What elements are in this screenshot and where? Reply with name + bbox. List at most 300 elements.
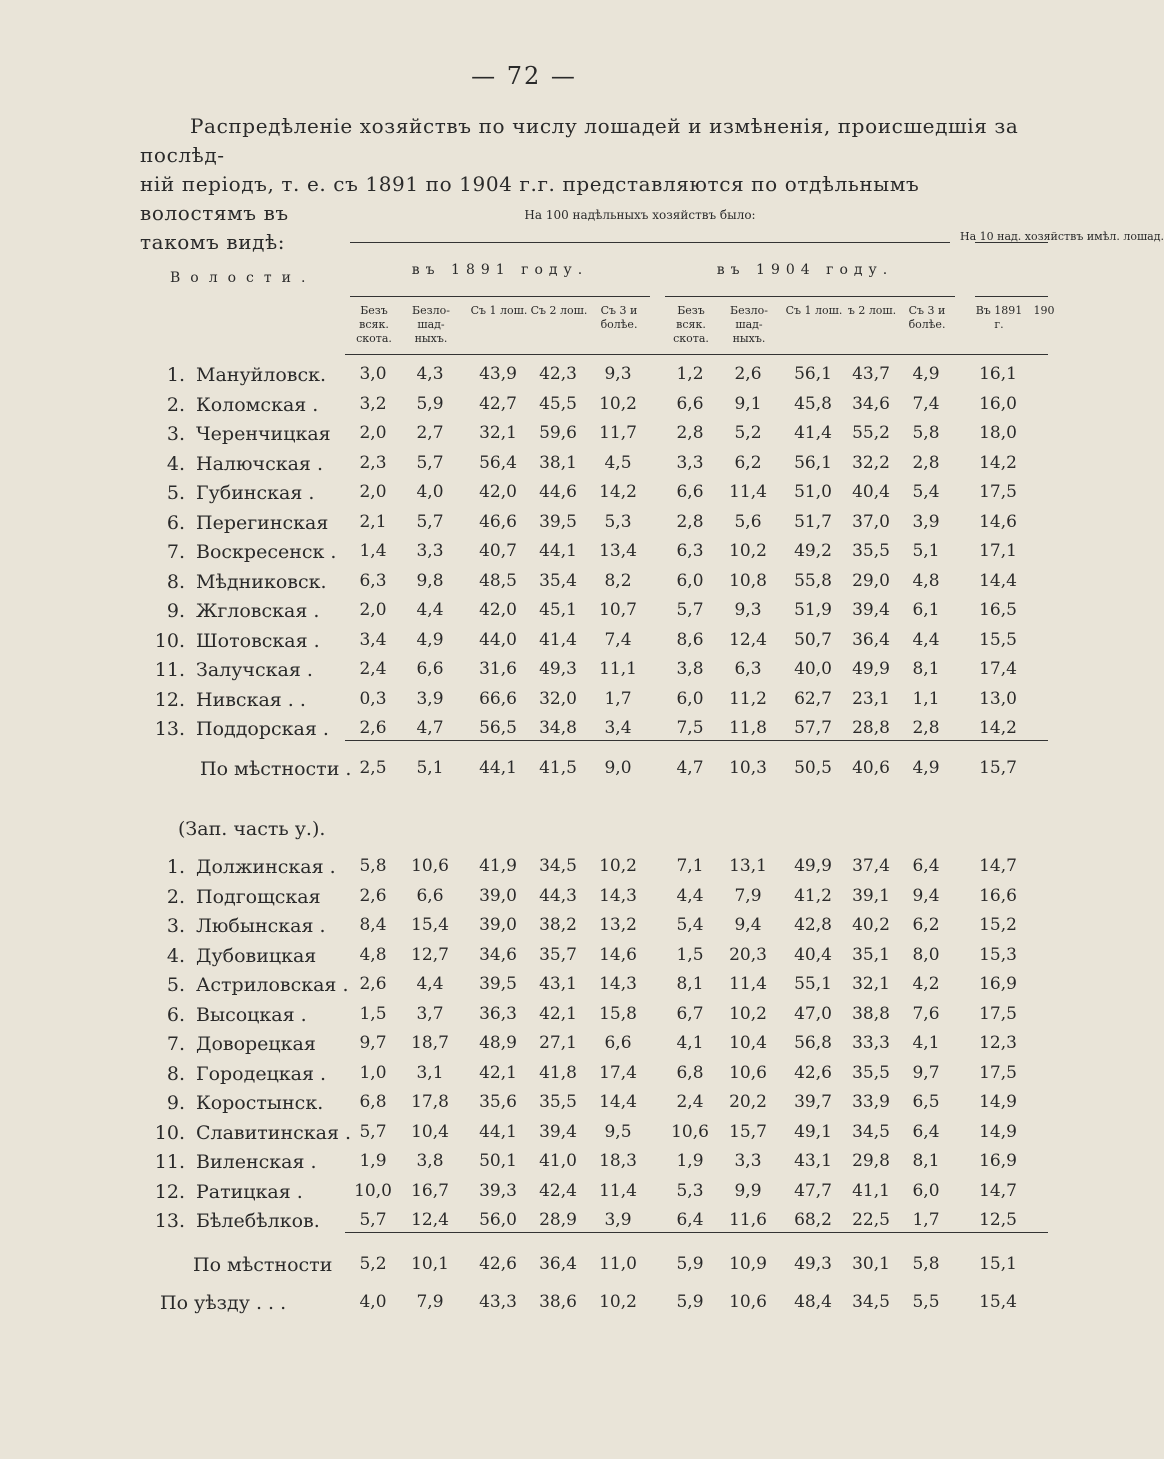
cell-value: 3,3 <box>734 1151 762 1171</box>
volosti-header: Волости. <box>170 270 316 286</box>
cell-value: 11,1 <box>599 659 637 679</box>
cell-value: 41,1 <box>852 1180 890 1201</box>
cell-value: 51,0 <box>794 482 832 502</box>
cell-value: 2,6 <box>359 974 387 994</box>
cell-value: 17,1 <box>979 541 1017 561</box>
cell-value: 35,6 <box>479 1092 517 1112</box>
table-row <box>0 974 1048 1004</box>
table-row <box>0 915 1048 945</box>
volost-name: Жгловская . <box>196 600 320 622</box>
cell-value: 4,5 <box>604 452 632 473</box>
table-row <box>0 1210 1048 1240</box>
cell-value: 42,0 <box>479 600 517 620</box>
column-header: ъ 2 лош. <box>847 304 897 317</box>
cell-value: 15,1 <box>979 1254 1017 1274</box>
cell-value: 14,3 <box>599 885 637 906</box>
cell-value: 3,9 <box>912 511 940 532</box>
cell-value: 3,9 <box>416 688 444 709</box>
cell-value: 4,4 <box>416 974 444 994</box>
row-number: 9. <box>166 1092 185 1114</box>
cell-value: 14,2 <box>599 482 637 502</box>
table-row <box>0 1063 1048 1093</box>
cell-value: 2,6 <box>734 364 762 384</box>
cell-value: 41,4 <box>539 629 577 650</box>
cell-value: 40,2 <box>852 915 890 935</box>
column-header: Съ 3 и болѣе. <box>600 304 638 331</box>
volost-name: Любынская . <box>196 915 326 937</box>
cell-value: 9,0 <box>604 758 632 778</box>
subheader-rule <box>975 296 1048 297</box>
cell-value: 48,9 <box>479 1033 517 1053</box>
cell-value: 9,8 <box>416 570 444 591</box>
cell-value: 38,1 <box>539 452 577 473</box>
cell-value: 7,4 <box>604 629 632 650</box>
cell-value: 36,4 <box>852 629 890 650</box>
table-row <box>0 1122 1048 1152</box>
table-row <box>0 1292 1048 1322</box>
cell-value: 15,8 <box>599 1003 637 1024</box>
cell-value: 14,3 <box>599 974 637 994</box>
table-row <box>0 689 1048 719</box>
cell-value: 10,2 <box>599 1292 637 1312</box>
cell-value: 11,4 <box>599 1180 637 1201</box>
table-row <box>0 1033 1048 1063</box>
cell-value: 1,1 <box>912 688 940 709</box>
cell-value: 15,4 <box>979 1292 1017 1312</box>
column-header: Съ 1 лош. <box>470 304 528 317</box>
cell-value: 6,0 <box>676 570 704 591</box>
cell-value: 42,7 <box>479 393 517 414</box>
cell-value: 5,8 <box>912 423 940 443</box>
cell-value: 14,4 <box>979 570 1017 591</box>
row-number: 6. <box>166 1003 185 1026</box>
cell-value: 5,3 <box>604 511 632 532</box>
cell-value: 36,4 <box>539 1254 577 1274</box>
cell-value: 42,0 <box>479 482 517 502</box>
volost-name: Должинская . <box>196 856 336 878</box>
cell-value: 15,4 <box>411 915 449 935</box>
cell-value: 42,6 <box>479 1254 517 1274</box>
cell-value: 8,2 <box>604 570 632 591</box>
row-number: 5. <box>166 974 185 996</box>
row-number: 7. <box>166 541 185 563</box>
cell-value: 35,1 <box>852 944 890 965</box>
cell-value: 4,8 <box>912 570 940 591</box>
cell-value: 6,1 <box>912 600 940 620</box>
table-row <box>0 600 1048 630</box>
cell-value: 44,0 <box>479 629 517 650</box>
cell-value: 0,3 <box>359 688 387 709</box>
cell-value: 39,4 <box>539 1121 577 1142</box>
cell-value: 4,7 <box>416 718 444 738</box>
cell-value: 5,2 <box>734 423 762 443</box>
cell-value: 1,9 <box>359 1151 387 1171</box>
cell-value: 49,3 <box>794 1254 832 1274</box>
cell-value: 5,1 <box>912 541 940 561</box>
cell-value: 49,3 <box>539 659 577 679</box>
cell-value: 56,1 <box>794 364 832 384</box>
cell-value: 2,8 <box>676 423 704 443</box>
cell-value: 7,4 <box>912 393 940 414</box>
cell-value: 32,1 <box>852 974 890 994</box>
cell-value: 14,2 <box>979 452 1017 473</box>
cell-value: 56,1 <box>794 452 832 473</box>
cell-value: 16,6 <box>979 885 1017 906</box>
volost-name: Астриловская . <box>196 974 349 996</box>
west-section-title: (Зап. часть у.). <box>178 818 326 840</box>
cell-value: 49,9 <box>794 856 832 876</box>
cell-value: 2,1 <box>359 511 387 532</box>
subheader-rule <box>350 296 650 297</box>
cell-value: 5,5 <box>912 1292 940 1312</box>
cell-value: 32,2 <box>852 452 890 473</box>
volost-name: Поддорская . <box>196 718 329 740</box>
cell-value: 11,7 <box>599 423 637 443</box>
cell-value: 14,4 <box>599 1092 637 1112</box>
cell-value: 1,5 <box>359 1003 387 1024</box>
table-row <box>0 512 1048 542</box>
cell-value: 2,8 <box>676 511 704 532</box>
row-number: 4. <box>166 944 185 967</box>
cell-value: 6,6 <box>416 885 444 906</box>
cell-value: 5,7 <box>416 511 444 532</box>
cell-value: 39,5 <box>539 511 577 532</box>
cell-value: 35,5 <box>852 1062 890 1083</box>
cell-value: 44,1 <box>479 1121 517 1142</box>
cell-value: 8,1 <box>676 974 704 994</box>
cell-value: 5,7 <box>676 600 704 620</box>
cell-value: 29,8 <box>852 1151 890 1171</box>
cell-value: 9,4 <box>734 915 762 935</box>
cell-value: 5,1 <box>416 758 444 778</box>
cell-value: 5,9 <box>676 1254 704 1274</box>
row-number: 5. <box>166 482 185 504</box>
row-number: 3. <box>166 423 185 445</box>
cell-value: 16,9 <box>979 1151 1017 1171</box>
volost-name: Нивская . . <box>196 688 306 711</box>
cell-value: 29,0 <box>852 570 890 591</box>
cell-value: 34,6 <box>479 944 517 965</box>
cell-value: 32,1 <box>479 423 517 443</box>
cell-value: 12,7 <box>411 944 449 965</box>
cell-value: 20,2 <box>729 1092 767 1112</box>
volost-name: Высоцкая . <box>196 1003 307 1026</box>
cell-value: 14,9 <box>979 1092 1017 1112</box>
cell-value: 7,1 <box>676 856 704 876</box>
cell-value: 4,0 <box>416 482 444 502</box>
cell-value: 3,1 <box>416 1062 444 1083</box>
cell-value: 10,7 <box>599 600 637 620</box>
cell-value: 38,2 <box>539 915 577 935</box>
cell-value: 41,5 <box>539 758 577 778</box>
cell-value: 45,8 <box>794 393 832 414</box>
cell-value: 34,5 <box>852 1121 890 1142</box>
intro-line: ній періодъ, т. е. съ 1891 по 1904 г.г. представляются по отдѣльнымъ волостямъ въ <box>140 172 920 225</box>
cell-value: 2,5 <box>359 758 387 778</box>
cell-value: 7,9 <box>734 885 762 906</box>
table-row <box>0 945 1048 975</box>
cell-value: 15,2 <box>979 915 1017 935</box>
row-number: 4. <box>166 452 185 475</box>
cell-value: 10,4 <box>411 1121 449 1142</box>
cell-value: 10,0 <box>354 1180 392 1201</box>
table-row <box>0 1092 1048 1122</box>
cell-value: 2,7 <box>416 423 444 443</box>
column-header: Съ 2 лош. <box>530 304 588 317</box>
cell-value: 3,7 <box>416 1003 444 1024</box>
cell-value: 41,4 <box>794 423 832 443</box>
intro-paragraph <box>140 112 1040 257</box>
cell-value: 6,2 <box>734 452 762 473</box>
cell-value: 5,3 <box>676 1180 704 1201</box>
cell-value: 35,5 <box>852 541 890 561</box>
cell-value: 14,6 <box>979 511 1017 532</box>
cell-value: 4,8 <box>359 944 387 965</box>
row-number: 2. <box>166 885 185 908</box>
cell-value: 1,2 <box>676 364 704 384</box>
cell-value: 4,1 <box>912 1033 940 1053</box>
row-number: 12. <box>154 688 185 711</box>
cell-value: 6,6 <box>676 393 704 414</box>
cell-value: 16,9 <box>979 974 1017 994</box>
cell-value: 40,4 <box>852 482 890 502</box>
cell-value: 11,6 <box>729 1210 767 1230</box>
cell-value: 5,2 <box>359 1254 387 1274</box>
cell-value: 66,6 <box>479 688 517 709</box>
cell-value: 6,6 <box>676 482 704 502</box>
cell-value: 48,4 <box>794 1292 832 1312</box>
cell-value: 39,5 <box>479 974 517 994</box>
cell-value: 43,1 <box>794 1151 832 1171</box>
cell-value: 6,7 <box>676 1003 704 1024</box>
row-number: 9. <box>166 600 185 622</box>
cell-value: 41,2 <box>794 885 832 906</box>
column-header: 190 <box>1033 304 1055 317</box>
row-number: 11. <box>154 659 185 681</box>
column-header: Съ 3 и болѣе. <box>908 304 946 331</box>
cell-value: 6,5 <box>912 1092 940 1112</box>
cell-value: 15,7 <box>729 1121 767 1142</box>
cell-value: 13,1 <box>729 856 767 876</box>
cell-value: 40,6 <box>852 758 890 778</box>
cell-value: 35,4 <box>539 570 577 591</box>
row-number: 2. <box>166 393 185 416</box>
cell-value: 56,0 <box>479 1210 517 1230</box>
cell-value: 6,4 <box>912 1121 940 1142</box>
cell-value: 3,8 <box>676 659 704 679</box>
cell-value: 10,2 <box>729 1003 767 1024</box>
cell-value: 9,3 <box>734 600 762 620</box>
cell-value: 1,0 <box>359 1062 387 1083</box>
row-number: 11. <box>154 1151 185 1173</box>
page-number: — 72 — <box>471 62 577 90</box>
row-number: 1. <box>166 856 185 878</box>
cell-value: 10,4 <box>729 1033 767 1053</box>
cell-value: 49,2 <box>794 541 832 561</box>
row-number: 7. <box>166 1033 185 1055</box>
cell-value: 44,3 <box>539 885 577 906</box>
volost-name: Виленская . <box>196 1151 317 1173</box>
cell-value: 17,5 <box>979 1062 1017 1083</box>
cell-value: 34,5 <box>539 856 577 876</box>
cell-value: 6,2 <box>912 915 940 935</box>
cell-value: 44,1 <box>479 758 517 778</box>
volost-name: Мѣдниковск. <box>196 570 327 593</box>
cell-value: 12,3 <box>979 1033 1017 1053</box>
cell-value: 2,4 <box>676 1092 704 1112</box>
volost-name: Шотовская . <box>196 629 320 652</box>
cell-value: 2,6 <box>359 885 387 906</box>
table-row <box>0 482 1048 512</box>
cell-value: 6,4 <box>676 1210 704 1230</box>
volost-name: Коростынск. <box>196 1092 324 1114</box>
row-number: 8. <box>166 570 185 593</box>
cell-value: 1,4 <box>359 541 387 561</box>
cell-value: 6,0 <box>912 1180 940 1201</box>
cell-value: 13,4 <box>599 541 637 561</box>
cell-value: 16,5 <box>979 600 1017 620</box>
cell-value: 1,7 <box>604 688 632 709</box>
row-number: 12. <box>154 1180 185 1203</box>
table-row <box>0 630 1048 660</box>
cell-value: 35,5 <box>539 1092 577 1112</box>
cell-value: 2,0 <box>359 482 387 502</box>
cell-value: 23,1 <box>852 688 890 709</box>
cell-value: 6,8 <box>359 1092 387 1112</box>
cell-value: 5,7 <box>416 452 444 473</box>
cell-value: 37,0 <box>852 511 890 532</box>
row-number: 6. <box>166 511 185 534</box>
cell-value: 4,9 <box>912 364 940 384</box>
cell-value: 3,9 <box>604 1210 632 1230</box>
cell-value: 41,0 <box>539 1151 577 1171</box>
cell-value: 14,2 <box>979 718 1017 738</box>
cell-value: 9,7 <box>912 1062 940 1083</box>
cell-value: 2,3 <box>359 452 387 473</box>
cell-value: 39,4 <box>852 600 890 620</box>
cell-value: 20,3 <box>729 944 767 965</box>
cell-value: 8,1 <box>912 659 940 679</box>
cell-value: 40,4 <box>794 944 832 965</box>
cell-value: 11,4 <box>729 482 767 502</box>
column-header: Безло- шад- ныхъ. <box>412 304 450 345</box>
cell-value: 40,0 <box>794 659 832 679</box>
cell-value: 6,0 <box>676 688 704 709</box>
cell-value: 46,6 <box>479 511 517 532</box>
volost-name: Губинская . <box>196 482 315 504</box>
cell-value: 11,8 <box>729 718 767 738</box>
cell-value: 4,3 <box>416 364 444 384</box>
cell-value: 15,7 <box>979 758 1017 778</box>
cell-value: 43,3 <box>479 1292 517 1312</box>
cell-value: 14,7 <box>979 856 1017 876</box>
cell-value: 10,9 <box>729 1254 767 1274</box>
cell-value: 11,2 <box>729 688 767 709</box>
cell-value: 51,7 <box>794 511 832 532</box>
volost-name: Славитинская . <box>196 1121 352 1144</box>
cell-value: 51,9 <box>794 600 832 620</box>
volost-name: Бѣлебѣлков. <box>196 1210 320 1232</box>
cell-value: 9,9 <box>734 1180 762 1201</box>
header-bottom-rule <box>345 354 1048 355</box>
cell-value: 10,6 <box>729 1062 767 1083</box>
table-row <box>0 541 1048 571</box>
cell-value: 2,8 <box>912 718 940 738</box>
cell-value: 4,4 <box>416 600 444 620</box>
cell-value: 4,0 <box>359 1292 387 1312</box>
cell-value: 62,7 <box>794 688 832 709</box>
cell-value: 3,2 <box>359 393 387 414</box>
cell-value: 3,3 <box>676 452 704 473</box>
cell-value: 43,1 <box>539 974 577 994</box>
cell-value: 7,9 <box>416 1292 444 1312</box>
cell-value: 27,1 <box>539 1033 577 1053</box>
volost-name: Черенчицкая <box>196 423 331 445</box>
cell-value: 17,4 <box>599 1062 637 1083</box>
cell-value: 6,6 <box>604 1033 632 1053</box>
cell-value: 4,9 <box>912 758 940 778</box>
total-label: По мѣстности <box>193 1254 333 1276</box>
column-header: Безло- шад- ныхъ. <box>730 304 768 345</box>
cell-value: 11,4 <box>729 974 767 994</box>
year-1891-header: въ 1891 году. <box>411 262 589 278</box>
cell-value: 8,6 <box>676 629 704 650</box>
cell-value: 3,8 <box>416 1151 444 1171</box>
row-number: 13. <box>154 1210 185 1232</box>
table-caption-right: На 10 над. хозяйствъ имѣл. лошад. <box>960 230 1164 243</box>
cell-value: 4,9 <box>416 629 444 650</box>
intro-line: Распредѣленіе хозяйствъ по числу лошадей и измѣненія, происшедшія за послѣд- <box>140 114 1019 167</box>
table-row <box>0 394 1048 424</box>
cell-value: 4,4 <box>912 629 940 650</box>
table-row <box>0 1151 1048 1181</box>
column-header: Съ 1 лош. <box>785 304 843 317</box>
cell-value: 56,8 <box>794 1033 832 1053</box>
table-row <box>0 718 1048 748</box>
volost-name: Мануйловск. <box>196 364 327 386</box>
cell-value: 35,7 <box>539 944 577 965</box>
cell-value: 33,3 <box>852 1033 890 1053</box>
cell-value: 7,5 <box>676 718 704 738</box>
volost-name: Доворецкая <box>196 1033 316 1055</box>
cell-value: 34,8 <box>539 718 577 738</box>
cell-value: 5,7 <box>359 1121 387 1142</box>
cell-value: 30,1 <box>852 1254 890 1274</box>
cell-value: 36,3 <box>479 1003 517 1024</box>
cell-value: 9,1 <box>734 393 762 414</box>
column-header: Безъ всяк. скота. <box>673 304 709 345</box>
cell-value: 12,4 <box>729 629 767 650</box>
cell-value: 39,3 <box>479 1180 517 1201</box>
cell-value: 17,5 <box>979 482 1017 502</box>
total-rule <box>345 1232 1048 1233</box>
cell-value: 13,0 <box>979 688 1017 709</box>
cell-value: 14,9 <box>979 1121 1017 1142</box>
cell-value: 41,8 <box>539 1062 577 1083</box>
cell-value: 5,8 <box>359 856 387 876</box>
cell-value: 18,0 <box>979 423 1017 443</box>
cell-value: 2,0 <box>359 600 387 620</box>
cell-value: 9,4 <box>912 885 940 906</box>
cell-value: 50,7 <box>794 629 832 650</box>
cell-value: 56,4 <box>479 452 517 473</box>
cell-value: 44,6 <box>539 482 577 502</box>
cell-value: 5,4 <box>676 915 704 935</box>
cell-value: 42,1 <box>539 1003 577 1024</box>
cell-value: 2,0 <box>359 423 387 443</box>
cell-value: 59,6 <box>539 423 577 443</box>
cell-value: 2,8 <box>912 452 940 473</box>
